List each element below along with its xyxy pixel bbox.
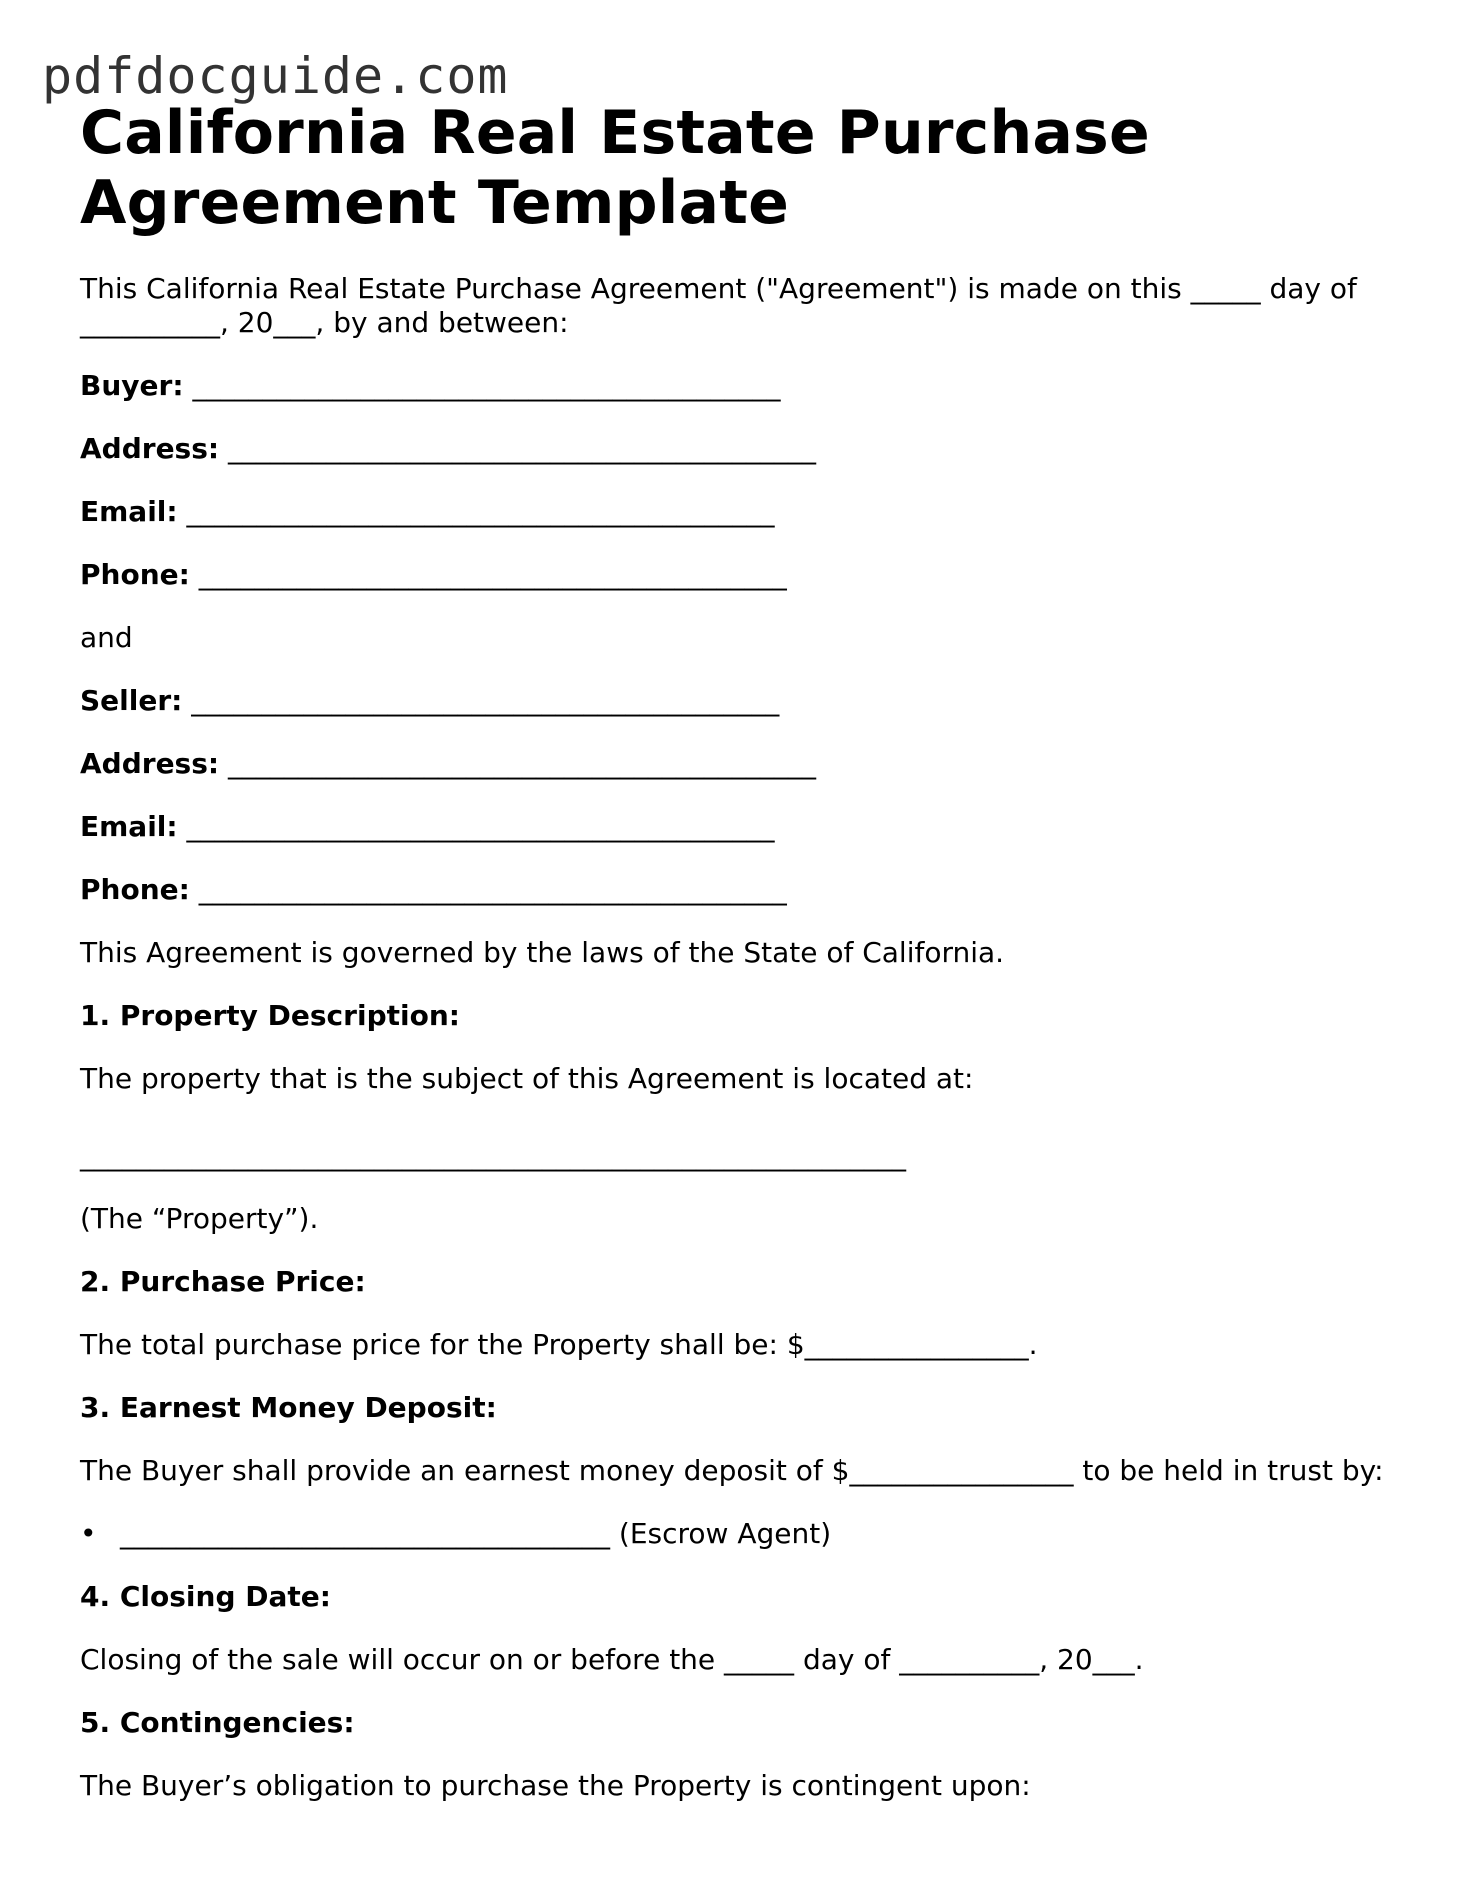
price-heading: 2. Purchase Price: [80, 1265, 366, 1298]
field-blank: __________________________________________ [228, 747, 816, 780]
buyer-email-field [80, 495, 1400, 529]
field-blank: __________________________________________ [186, 495, 775, 528]
buyer-address-field [80, 432, 1400, 466]
document-body [80, 98, 1400, 1803]
seller-section [80, 684, 1400, 907]
buyer-phone-field [80, 558, 1400, 592]
field-blank: __________________________________________ [192, 369, 781, 402]
field-blank: __________________________________________ [198, 873, 787, 906]
field-label: Address: [80, 432, 220, 465]
field-label: Email: [80, 495, 178, 528]
document-title: California Real Estate Purchase Agreement Template [80, 98, 1150, 238]
seller-email-field [80, 810, 1400, 844]
buyer-name-field [80, 369, 1400, 403]
and-text: and [80, 621, 133, 654]
bullet-icon: • [80, 1517, 97, 1550]
contingencies-text: The Buyer’s obligation to purchase the Property is contingent upon: [80, 1769, 1031, 1802]
property-address-blank: ___________________________________________________________ [80, 1139, 906, 1172]
escrow-agent-bullet [80, 1517, 1400, 1551]
seller-address-field [80, 747, 1400, 781]
seller-name-field [80, 684, 1400, 718]
field-label: Seller: [80, 684, 183, 717]
escrow-agent-line: ___________________________________ (Escrow Agent) [120, 1517, 832, 1550]
field-label: Address: [80, 747, 220, 780]
closing-text: Closing of the sale will occur on or before the _____ day of __________, 20___. [80, 1643, 1144, 1676]
field-blank: __________________________________________ [228, 432, 816, 465]
governing-law-text: This Agreement is governed by the laws of the State of California. [80, 936, 1005, 969]
field-label: Phone: [80, 558, 190, 591]
property-text: The property that is the subject of this Agreement is located at: [80, 1062, 974, 1095]
contingencies-heading: 5. Contingencies: [80, 1706, 355, 1739]
deposit-text: The Buyer shall provide an earnest money deposit of $________________ to be held in trust by: [80, 1454, 1384, 1487]
field-label: Email: [80, 810, 178, 843]
property-heading: 1. Property Description: [80, 999, 460, 1032]
seller-phone-field [80, 873, 1400, 907]
field-blank: __________________________________________ [198, 558, 787, 591]
field-label: Phone: [80, 873, 190, 906]
closing-heading: 4. Closing Date: [80, 1580, 331, 1613]
intro-paragraph: This California Real Estate Purchase Agreement ("Agreement") is made on this _____ day of __________, 20___, by and between: [80, 272, 1366, 339]
property-note: (The “Property”). [80, 1202, 319, 1235]
field-blank: __________________________________________ [191, 684, 780, 717]
buyer-section [80, 369, 1400, 592]
deposit-heading: 3. Earnest Money Deposit: [80, 1391, 497, 1424]
price-text: The total purchase price for the Property shall be: $________________. [80, 1328, 1038, 1361]
field-label: Buyer: [80, 369, 184, 402]
watermark-text: pdfdocguide.com [42, 47, 509, 105]
field-blank: __________________________________________ [186, 810, 775, 843]
